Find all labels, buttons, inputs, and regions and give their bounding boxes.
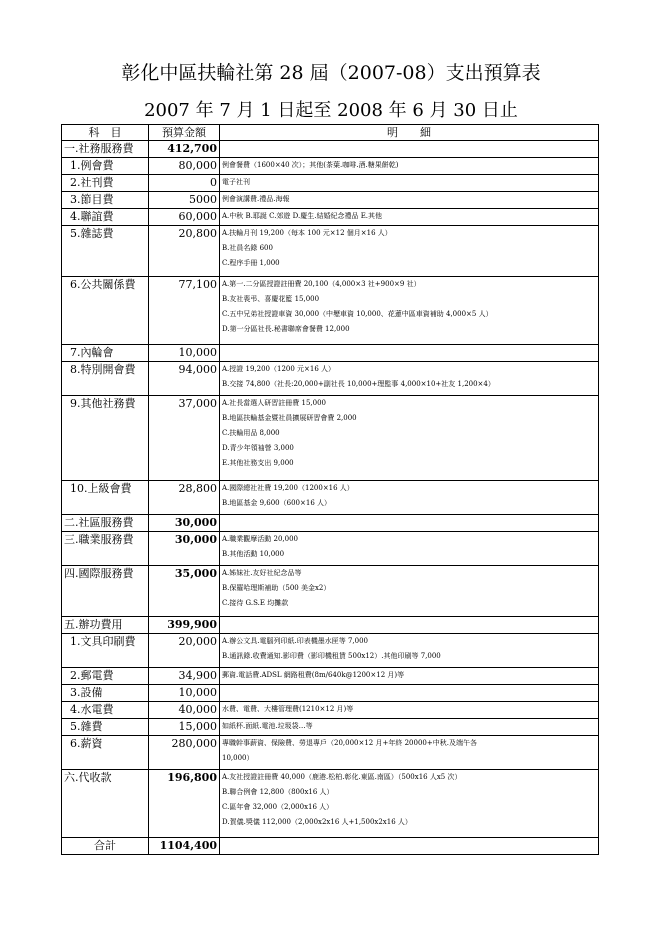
row-amount: 280,000 <box>149 736 220 770</box>
row-category <box>62 175 149 192</box>
row-category <box>62 770 149 838</box>
row-details <box>220 158 599 175</box>
row-details <box>220 141 599 158</box>
detail-line: 10,000） <box>222 754 254 763</box>
row-details <box>220 192 599 209</box>
detail-line: 例會餐費（1600×40 次）；其他(茶葉.咖啡.酒.糖果餅乾) <box>222 161 399 170</box>
detail-line: A.國際總社社費 19,200（1200×16 人） <box>222 484 354 493</box>
row-category <box>62 345 149 362</box>
row-details <box>220 566 599 617</box>
row-category <box>62 515 149 532</box>
table-row <box>62 685 599 702</box>
detail-line: B.聯合例會 12,800（800x16 人） <box>222 788 334 797</box>
header-amount: 預算金額 <box>149 125 220 141</box>
row-details <box>220 736 599 770</box>
category-label: 6.公共關係費 <box>70 278 136 292</box>
table-row <box>62 532 599 566</box>
category-label: 4.聯誼費 <box>70 210 114 224</box>
table-row <box>62 158 599 175</box>
row-amount: 0 <box>149 175 220 192</box>
row-category <box>62 192 149 209</box>
table-header-row <box>62 125 599 141</box>
detail-line <box>222 515 596 530</box>
table-row <box>62 175 599 192</box>
detail-line: C.五中兄弟社授證車資 30,000（中壢車資 10,000、花蓮中區車資補助 4,000×5 人） <box>222 310 493 319</box>
table-row <box>62 668 599 685</box>
category-label: 四.國際服務費 <box>64 567 134 581</box>
detail-line: A.辦公文具.電腦列印紙.印表機墨水匣等 7,000 <box>222 637 368 646</box>
category-label: 3.設備 <box>70 686 103 700</box>
budget-table <box>61 124 599 855</box>
row-details <box>220 719 599 736</box>
category-label: 一.社務服務費 <box>64 142 134 156</box>
detail-line <box>222 685 596 700</box>
row-amount: 60,000 <box>149 209 220 226</box>
detail-line: A.職業觀摩活動 20,000 <box>222 535 298 544</box>
detail-line: A.友社授證註冊費 40,000（鹿港.松柏.彰化.東區.南區）（500x16 人x5 次） <box>222 773 462 782</box>
category-label: 8.特別開會費 <box>70 363 136 377</box>
row-amount: 28,800 <box>149 481 220 515</box>
table-row <box>62 192 599 209</box>
row-details <box>220 226 599 277</box>
category-label: 5.雜誌費 <box>70 227 114 241</box>
table-row <box>62 481 599 515</box>
detail-line: D.青少年領袖營 3,000 <box>222 444 294 453</box>
detail-line <box>222 617 596 632</box>
category-label: 10.上級會費 <box>70 482 132 496</box>
detail-line: B.通訊錄.收費通知.影印費（影印機租賃 500x12）.其他印刷等 7,000 <box>222 652 441 661</box>
table-row <box>62 362 599 396</box>
category-label: 3.節目費 <box>70 193 114 207</box>
row-amount: 34,900 <box>149 668 220 685</box>
row-category <box>62 226 149 277</box>
detail-line: 郵資.電話費.ADSL 網路租費(8m/640k@1200×12 月)等 <box>222 671 405 680</box>
row-category <box>62 362 149 396</box>
table-row <box>62 396 599 481</box>
detail-line: B.其他活動 10,000 <box>222 550 285 559</box>
category-label: 六.代收款 <box>64 771 112 785</box>
category-label: 5.雜費 <box>70 720 103 734</box>
table-row <box>62 702 599 719</box>
category-label: 7.內輪會 <box>70 346 114 360</box>
category-label: 6.薪資 <box>70 737 103 751</box>
detail-line: A.第一.二分區授證註冊費 20,100（4,000×3 社+900×9 社） <box>222 280 421 289</box>
category-label: 五.辦功費用 <box>64 618 123 632</box>
row-category <box>62 736 149 770</box>
row-amount: 10,000 <box>149 345 220 362</box>
detail-line: B.地區基金 9,600（600×16 人） <box>222 499 331 508</box>
row-amount: 35,000 <box>149 566 220 617</box>
row-amount: 20,800 <box>149 226 220 277</box>
detail-line: B.友社喪弔、喜慶花籃 15,000 <box>222 295 320 304</box>
table-row <box>62 515 599 532</box>
row-amount: 40,000 <box>149 702 220 719</box>
row-category <box>62 141 149 158</box>
detail-line: C.區年會 32,000（2,000x16 人） <box>222 803 334 812</box>
detail-line: E.其他社務支出 9,000 <box>222 459 294 468</box>
detail-line: 水費、電費、大樓管理費(1210×12 月)等 <box>222 705 354 714</box>
table-row <box>62 634 599 668</box>
detail-line: B.社員名錄 600 <box>222 244 273 253</box>
category-label: 4.水電費 <box>70 703 114 717</box>
table-row <box>62 209 599 226</box>
row-category <box>62 158 149 175</box>
detail-line: 電子社刊 <box>222 178 250 187</box>
row-amount: 20,000 <box>149 634 220 668</box>
row-details <box>220 702 599 719</box>
total-details <box>220 838 599 855</box>
category-label: 1.文具印刷費 <box>70 635 136 649</box>
row-amount: 5000 <box>149 192 220 209</box>
detail-line: 專職幹事薪資、保險費、勞退專戶（20,000×12 月+年終 20000+中秋.及端午各 <box>222 739 477 748</box>
detail-line: B.交接 74,800（社長:20,000+副社長 10,000+理監事 4,000×10+社友 1,200×4） <box>222 380 495 389</box>
row-amount: 15,000 <box>149 719 220 736</box>
category-label: 2.社刊費 <box>70 176 114 190</box>
row-category <box>62 617 149 634</box>
detail-line: B.保羅哈理斯補助（500 美金x2） <box>222 584 331 593</box>
detail-line: B.地區扶輪基金暨社員擴展研習會費 2,000 <box>222 414 357 423</box>
category-label: 二.社區服務費 <box>64 516 134 530</box>
row-category <box>62 481 149 515</box>
row-amount: 399,900 <box>149 617 220 634</box>
header-subject: 科 目 <box>62 125 149 141</box>
detail-line: A.中秋 B.耶誕 C.郊遊 D.慶生.結婚紀念禮品 E.其他 <box>222 212 383 221</box>
header-details: 明 細 <box>220 125 599 141</box>
detail-line: C.接待 G.S.E 均攤款 <box>222 599 289 608</box>
row-category <box>62 532 149 566</box>
row-details <box>220 668 599 685</box>
detail-line: A.扶輪月刊 19,200（每本 100 元×12 個月×16 人） <box>222 229 392 238</box>
row-details <box>220 617 599 634</box>
detail-line: D.賀儀.獎儀 112,000（2,000x2x16 人+1,500x2x16 人） <box>222 818 412 827</box>
category-label: 1.例會費 <box>70 159 114 173</box>
row-category <box>62 668 149 685</box>
document-subtitle: 2007 年 7 月 1 日起至 2008 年 6 月 30 日止 <box>144 100 518 121</box>
row-details <box>220 209 599 226</box>
row-amount: 10,000 <box>149 685 220 702</box>
category-label: 2.郵電費 <box>70 669 114 683</box>
table-row <box>62 770 599 838</box>
row-category <box>62 719 149 736</box>
row-category <box>62 396 149 481</box>
row-amount: 77,100 <box>149 277 220 345</box>
row-amount: 412,700 <box>149 141 220 158</box>
table-row <box>62 566 599 617</box>
row-amount: 30,000 <box>149 515 220 532</box>
table-row <box>62 277 599 345</box>
row-details <box>220 175 599 192</box>
detail-line: A.授證 19,200（1200 元×16 人） <box>222 365 336 374</box>
row-details <box>220 396 599 481</box>
row-amount: 196,800 <box>149 770 220 838</box>
detail-line: 如紙杯.面紙.電池.垃圾袋…等 <box>222 722 313 731</box>
detail-line: C.程序手冊 1,000 <box>222 259 280 268</box>
row-amount: 80,000 <box>149 158 220 175</box>
row-details <box>220 277 599 345</box>
row-amount: 94,000 <box>149 362 220 396</box>
row-details <box>220 362 599 396</box>
total-row <box>62 838 599 855</box>
row-amount: 30,000 <box>149 532 220 566</box>
row-details <box>220 345 599 362</box>
table-row <box>62 617 599 634</box>
row-category <box>62 209 149 226</box>
row-details <box>220 515 599 532</box>
category-label: 9.其他社務費 <box>70 397 136 411</box>
table-row <box>62 345 599 362</box>
table-row <box>62 141 599 158</box>
detail-line: C.扶輪用品 8,000 <box>222 429 280 438</box>
total-amount: 1104,400 <box>149 838 220 855</box>
table-row <box>62 736 599 770</box>
detail-line: 例會演講費.禮品.海報 <box>222 195 290 204</box>
row-details <box>220 634 599 668</box>
row-details <box>220 481 599 515</box>
category-label: 三.職業服務費 <box>64 533 134 547</box>
row-details <box>220 532 599 566</box>
row-details <box>220 770 599 838</box>
row-category <box>62 634 149 668</box>
row-amount: 37,000 <box>149 396 220 481</box>
detail-line <box>222 141 596 156</box>
total-label: 合計 <box>62 838 149 855</box>
row-category <box>62 566 149 617</box>
detail-line <box>222 345 596 360</box>
document-title: 彰化中區扶輪社第 28 屆（2007-08）支出預算表 <box>121 62 541 84</box>
detail-line: D.第一分區社長.秘書聯席會餐費 12,000 <box>222 325 350 334</box>
row-category <box>62 277 149 345</box>
detail-line: A.社長當選人研習註冊費 15,000 <box>222 399 326 408</box>
row-category <box>62 702 149 719</box>
detail-line: A.姊妹社.友好社紀念品等 <box>222 569 302 578</box>
table-row <box>62 719 599 736</box>
row-category <box>62 685 149 702</box>
table-row <box>62 226 599 277</box>
row-details <box>220 685 599 702</box>
